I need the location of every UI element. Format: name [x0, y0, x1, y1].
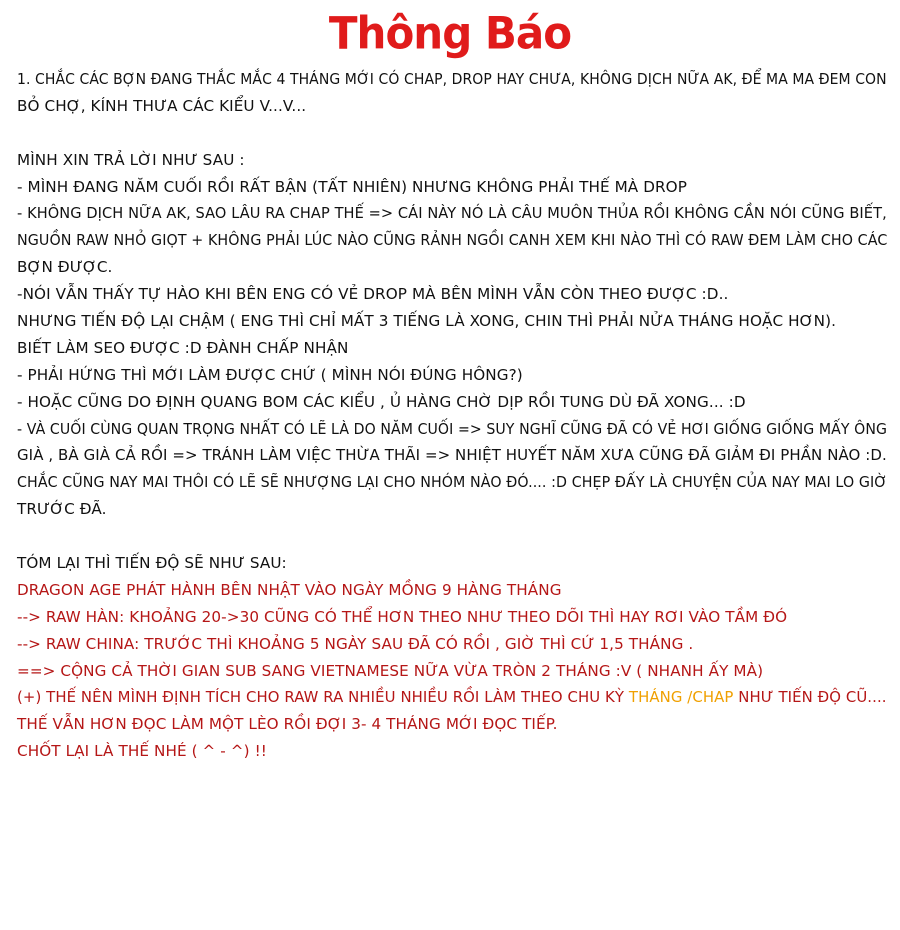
paragraph1-line2: BỎ CHỢ, KÍNH THƯA CÁC KIỂU V...V...	[17, 96, 307, 115]
summary-line6: THẾ VẪN HƠN ĐỌC LÀM MỘT LÈO RỒI ĐỢI 3- 4 THÁNG MỚI ĐỌC TIẾP.	[17, 715, 558, 734]
announcement-body	[17, 66, 892, 765]
reply-item4: - PHẢI HỨNG THÌ MỚI LÀM ĐƯỢC CHỨ ( MÌNH NÓI ĐÚNG HÔNG?)	[17, 365, 523, 384]
paragraph1-line1: 1. CHẮC CÁC BỢN ĐANG THẮC MẮC 4 THÁNG MỚI CÓ CHAP, DROP HAY CHƯA, KHÔNG DỊCH NỮA AK, ĐỂ MA MA ĐEM CON	[17, 70, 887, 88]
reply-item3-line2: NHƯNG TIẾN ĐỘ LẠI CHẬM ( ENG THÌ CHỈ MẤT 3 TIẾNG LÀ XONG, CHIN THÌ PHẢI NỬA THÁNG HOẶC HƠN).	[17, 312, 837, 331]
summary-heading: TÓM LẠI THÌ TIẾN ĐỘ SẼ NHƯ SAU:	[17, 554, 287, 573]
summary-line5-end: NHƯ TIẾN ĐỘ CŨ....	[733, 688, 887, 707]
summary-line5-start: (+) THẾ NÊN MÌNH ĐỊNH TÍCH CHO RAW RA NHIỀU NHIỀU RỒI LÀM THEO CHU KỲ	[17, 688, 629, 707]
reply-item2-line2: NGUỒN RAW NHỎ GIỌT + KHÔNG PHẢI LÚC NÀO CŨNG RẢNH NGỒI CANH XEM KHI NÀO THÌ CÓ RAW ĐEM LÀM CHO CÁC	[17, 231, 888, 250]
reply-intro: MÌNH XIN TRẢ LỜI NHƯ SAU :	[17, 150, 245, 169]
reply-item1: - MÌNH ĐANG NĂM CUỐI RỒI RẤT BẬN (TẤT NHIÊN) NHƯNG KHÔNG PHẢI THẾ MÀ DROP	[17, 177, 687, 196]
summary-line3: --> RAW CHINA: TRƯỚC THÌ KHOẢNG 5 NGÀY SAU ĐÃ CÓ RỒI , GIỜ THÌ CỨ 1,5 THÁNG .	[17, 634, 694, 653]
reply-item3-line1: -NÓI VẪN THẤY TỰ HÀO KHI BÊN ENG CÓ VẺ DROP MÀ BÊN MÌNH VẪN CÒN THEO ĐƯỢC :D..	[17, 285, 729, 304]
reply-item5: - HOẶC CŨNG DO ĐỊNH QUANG BOM CÁC KIỂU , Ủ HÀNG CHỜ DỊP RỒI TUNG DÙ ĐÃ XONG... :D	[17, 392, 746, 411]
spacer	[17, 120, 892, 147]
reply-item2-line3: BỢN ĐƯỢC.	[17, 258, 113, 277]
reply-item6-line1: - VÀ CUỐI CÙNG QUAN TRỌNG NHẤT CÓ LẼ LÀ DO NĂM CUỐI => SUY NGHĨ CŨNG ĐÃ CÓ VẺ HƠI GIỐNG GIỐNG MẤY ÔNG	[17, 419, 888, 438]
reply-item3-line3: BIẾT LÀM SEO ĐƯỢC :D ĐÀNH CHẤP NHẬN	[17, 338, 349, 357]
highlight-text: THÁNG /CHAP	[628, 688, 734, 707]
summary-line5	[17, 684, 887, 711]
summary-line7: CHỐT LẠI LÀ THẾ NHÉ ( ^ - ^) !!	[17, 742, 267, 761]
summary-line2: --> RAW HÀN: KHOẢNG 20->30 CŨNG CÓ THỂ HƠN THEO NHƯ THEO DÕI THÌ HAY RƠI VÀO TẦM ĐÓ	[17, 607, 788, 626]
reply-item6-line3: CHẮC CŨNG NAY MAI THÔI CÓ LẼ SẼ NHƯỢNG LẠI CHO NHÓM NÀO ĐÓ.... :D CHẸP ĐẤY LÀ CHUYỆN CỦA NAY MAI LO GIỜ	[17, 473, 888, 492]
summary-line1: DRAGON AGE PHÁT HÀNH BÊN NHẬT VÀO NGÀY MỒNG 9 HÀNG THÁNG	[17, 580, 562, 599]
reply-item2-line1: - KHÔNG DỊCH NỮA AK, SAO LÂU RA CHAP THẾ => CÁI NÀY NÓ LÀ CÂU MUÔN THỦA RỒI KHÔNG CẦN NÓI CŨNG BIẾT,	[17, 204, 887, 223]
reply-item6-line2: GIÀ , BÀ GIÀ CẢ RỒI => TRÁNH LÀM VIỆC THỪA THÃI => NHIỆT HUYẾT NĂM XƯA CŨNG ĐÃ GIẢM ĐI PHẦN NÀO :D.	[17, 446, 887, 465]
spacer	[17, 523, 892, 550]
reply-item6-line4: TRƯỚC ĐÃ.	[17, 500, 107, 519]
page-title: Thông Báo	[328, 7, 572, 60]
summary-line4: ==> CỘNG CẢ THỜI GIAN SUB SANG VIETNAMESE NỮA VỪA TRÒN 2 THÁNG :V ( NHANH ẤY MÀ)	[17, 661, 764, 680]
